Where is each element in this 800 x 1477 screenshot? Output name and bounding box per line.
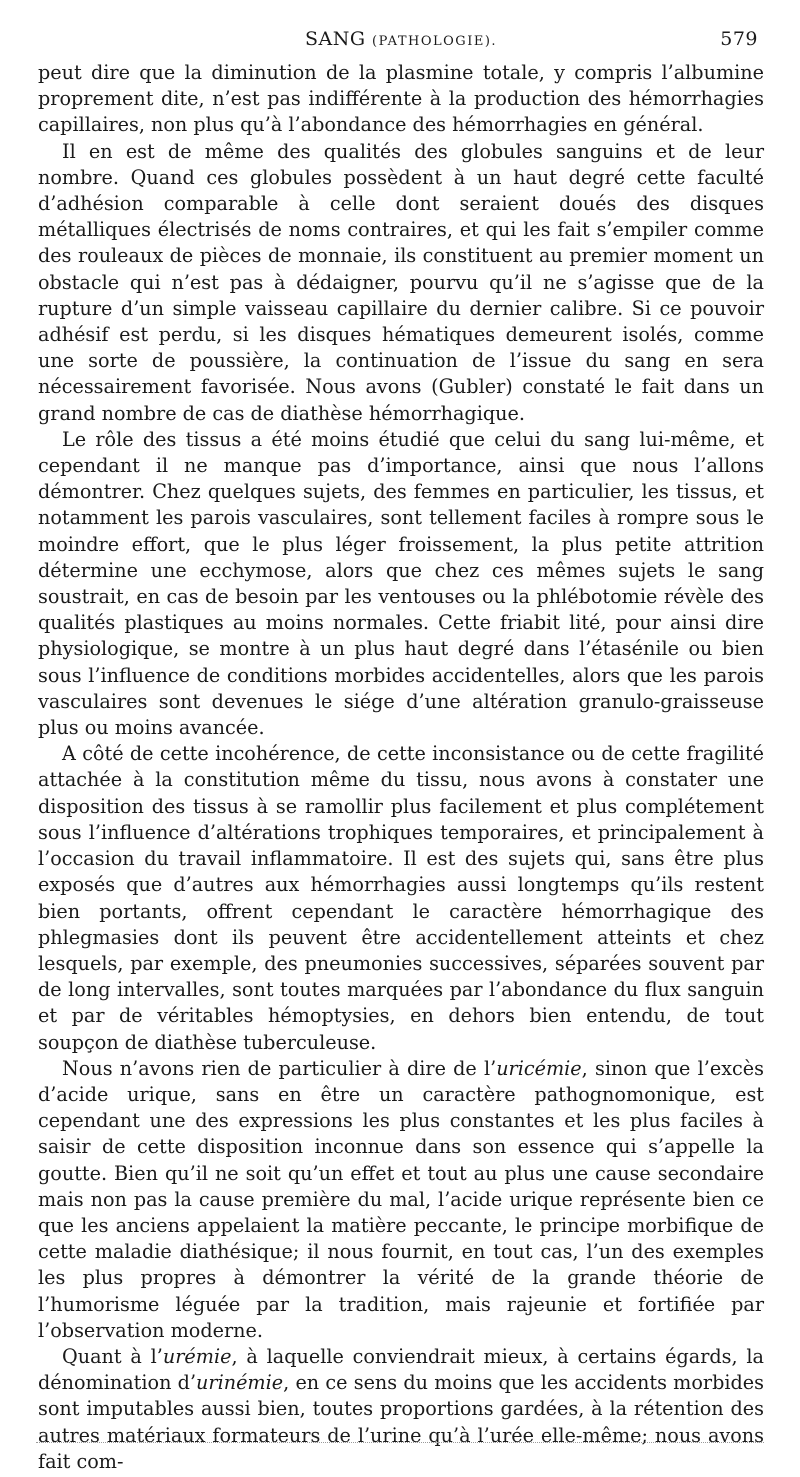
text-run: , à laquelle conviendrait mieux, à certains égards, la dénomination d’ — [38, 1344, 764, 1395]
text-run: Le rôle des tissus a été moins étudié que celui du sang lui-même, et cependant il ne manque pas d’importance, ainsi que nous l’allons démontrer. Chez quelques sujets, des femmes en particulier, les tissus, et notamment les parois vasculaires, sont tellement faciles à rompre sous le moindre effort, que le plus léger froissement, la plus petite attrition détermine une ecchymose, alors que chez ces mêmes sujets le sang soustrait, en cas de besoin par les ventouses ou la phlébotomie révèle des qualités plastiques au moins normales. Cette friabit lité, pour ainsi dire physiologique, se montre à un plus haut degré dans l’étasénile ou bien sous l’influence de conditions morbides accidentelles, alors que les parois vasculaires sont devenues le siége d’une altération granulo-graisseuse plus ou moins avancée. — [38, 427, 764, 740]
italic-term: uricémie — [496, 1056, 582, 1080]
text-run: Il en est de même des qualités des globules sanguins et de leur nombre. Quand ces globules possèdent à un haut degré cette faculté d’adhésion comparable à celle dont seraient doués des disques métalliques électrisés de noms contraires, et qui les fait s’empiler comme des rouleaux de pièces de monnaie, ils constituent au premier moment un obstacle qui n’est pas à dédaigner, pourvu qu’il ne s’agisse que de la rupture d’un simple vaisseau capillaire du dernier calibre. Si ce pouvoir adhésif est perdu, si les disques hématiques demeurent isolés, comme une sorte de poussière, la continuation de l’issue du sang en sera nécessairement favorisée. Nous avons (Gubler) constaté le fait dans un grand nombre de cas de diathèse hémorrhagique. — [38, 139, 764, 425]
italic-term: urinémie — [196, 1371, 284, 1395]
paragraph — [38, 741, 764, 1055]
paragraph — [38, 139, 764, 427]
paragraph — [38, 1056, 764, 1344]
page-number: 579 — [720, 28, 758, 50]
text-run: A côté de cette incohérence, de cette inconsistance ou de cette fragilité attachée à la constitution même du tissu, nous avons à constater une disposition des tissus à se ramollir plus facilement et plus complétement sous l’influence d’altérations trophiques temporaires, et principalement à l’occasion du travail inflammatoire. Il est des sujets qui, sans être plus exposés que d’autres aux hémorrhagies aussi longtemps qu’ils restent bien portants, offrent cependant le caractère hémorrhagique des phlegmasies dont ils peuvent être accidentellement atteints et chez lesquels, par exemple, des pneumonies successives, séparées souvent par de long intervalles, sont toutes marquées par l’abondance du flux sanguin et par de véritables hémoptysies, en dehors bien entendu, de tout soupçon de diathèse tuberculeuse. — [38, 742, 764, 1054]
body-text — [38, 60, 764, 1475]
paragraph — [38, 427, 764, 741]
running-header — [38, 28, 764, 54]
italic-term: urémie — [162, 1344, 232, 1368]
header-subtitle: (PATHOLOGIE). — [372, 34, 498, 49]
text-run: Quant à l’ — [62, 1344, 163, 1368]
text-run: Nous n’avons rien de particulier à dire de l’ — [62, 1056, 497, 1080]
paragraph — [38, 60, 764, 139]
text-run: , sinon que l’excès d’acide urique, sans en être un caractère pathognomonique, est cependant une des expressions les plus constantes et les plus faciles à saisir de cette disposition inconnue dans son essence qui s’appelle la goutte. Bien qu’il ne soit qu’un effet et tout au plus une cause secondaire mais non pas la cause première du mal, l’acide urique représente bien ce que les anciens appelaient la matière peccante, le principe morbifique de cette maladie diathésique; il nous fournit, en tout cas, l’un des exemples les plus propres à démontrer la vérité de la grande théorie de l’humorisme léguée par la tradition, mais rajeunie et fortifiée par l’observation moderne. — [38, 1056, 764, 1342]
paragraph — [38, 1344, 764, 1475]
header-title: SANG — [304, 28, 366, 50]
footer-rule — [36, 1442, 764, 1443]
text-run: peut dire que la diminution de la plasmine totale, y compris l’albumine proprement dite, n’est pas indifférente à la production des hémorrhagies capillaires, non plus qu’à l’abondance des hémorrhagies en général. — [38, 61, 764, 137]
text-run: , en ce sens du moins que les accidents morbides sont imputables aussi bien, toutes proportions gardées, à la rétention des autres matériaux formateurs de l’urine qu’à l’urée elle-même; nous avons fait com- — [38, 1371, 764, 1473]
running-title — [38, 28, 764, 50]
